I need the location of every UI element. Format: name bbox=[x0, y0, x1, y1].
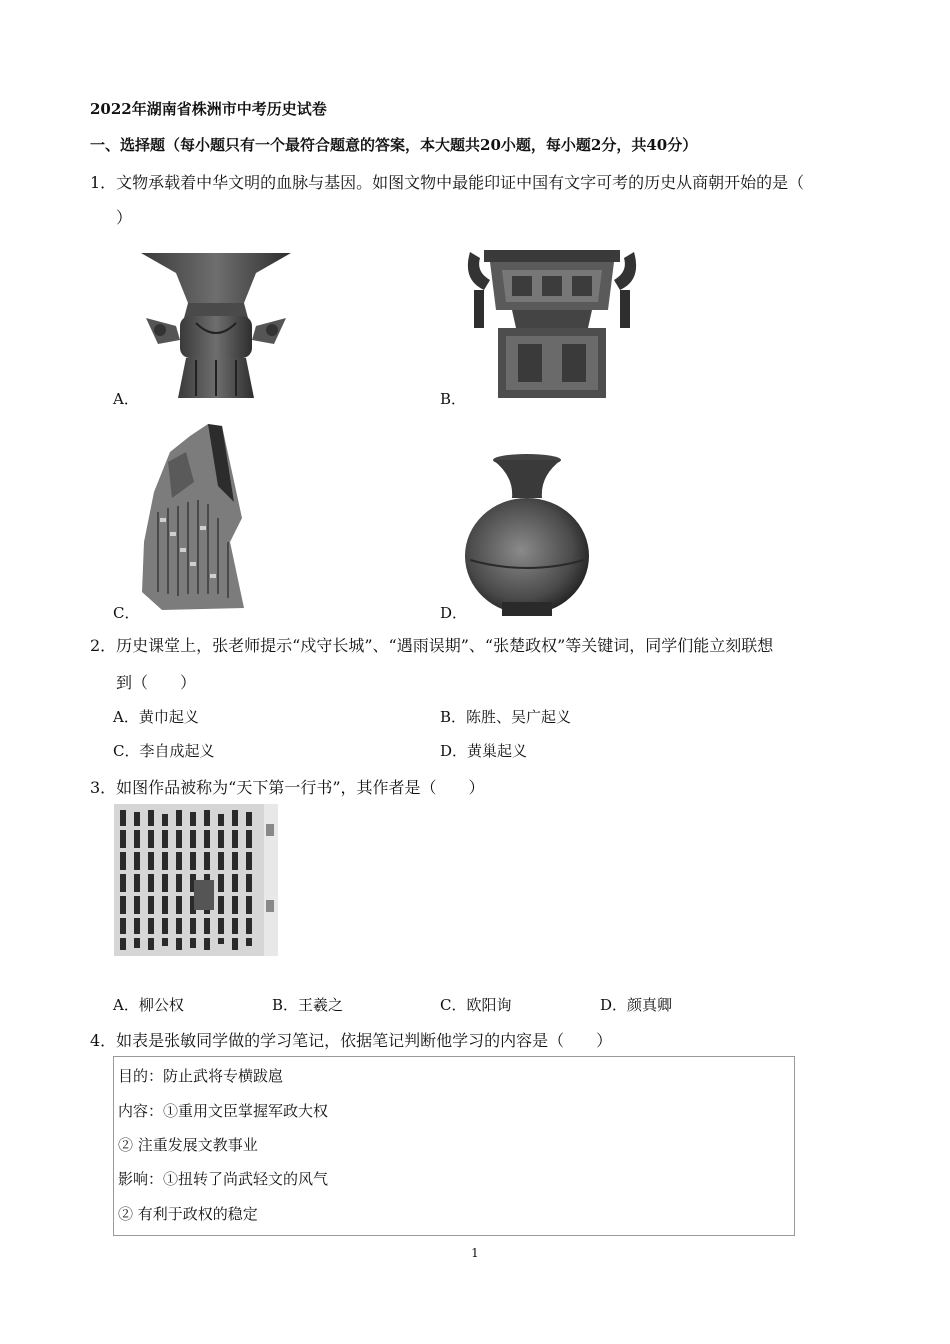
q2-option-b: B．陈胜、吴广起义 bbox=[440, 708, 572, 726]
q1-option-a-label: A． bbox=[113, 390, 139, 408]
q3-option-d: D．颜真卿 bbox=[600, 996, 673, 1014]
q1-option-c-image bbox=[138, 422, 246, 612]
q1-option-d-image bbox=[462, 452, 592, 618]
q1-option-d-label: D． bbox=[440, 604, 468, 622]
q3-calligraphy-image bbox=[114, 804, 278, 956]
q2-stem-line2: 到（ ） bbox=[116, 673, 197, 692]
q3-option-b: B．王羲之 bbox=[272, 996, 344, 1014]
q3-option-c: C．欧阳询 bbox=[440, 996, 512, 1014]
section-heading: 一、选择题（每小题只有一个最符合题意的答案，本大题共20小题，每小题2分，共40分） bbox=[90, 136, 698, 154]
page-number: 1 bbox=[471, 1246, 479, 1260]
q1-option-a-image bbox=[136, 248, 296, 400]
q4-note-line: 影响：①扭转了尚武轻文的风气 bbox=[118, 1170, 329, 1188]
q1-stem-line1: 1．文物承载着中华文明的血脉与基因。如图文物中最能印证中国有文字可考的历史从商朝开始的是（ bbox=[90, 173, 805, 192]
q4-note-line: ② 有利于政权的稳定 bbox=[118, 1205, 258, 1223]
q4-stem: 4．如表是张敏同学做的学习笔记，依据笔记判断他学习的内容是（ ） bbox=[90, 1031, 613, 1050]
q3-stem: 3．如图作品被称为“天下第一行书”，其作者是（ ） bbox=[90, 778, 485, 797]
q2-stem-line1: 2．历史课堂上，张老师提示“戍守长城”、“遇雨误期”、“张楚政权”等关键词，同学们能立刻联想 bbox=[90, 636, 774, 655]
q4-note-line: 内容：①重用文臣掌握军政大权 bbox=[118, 1102, 329, 1120]
q2-option-d: D．黄巢起义 bbox=[440, 742, 528, 760]
q3-option-a: A．柳公权 bbox=[113, 996, 184, 1014]
q4-note-line: 目的：防止武将专横跋扈 bbox=[118, 1067, 284, 1085]
paper-title: 2022年湖南省株洲市中考历史试卷 bbox=[90, 100, 327, 118]
q4-study-notes-table bbox=[113, 1056, 795, 1236]
q1-stem-line2: ） bbox=[116, 208, 133, 227]
q1-option-b-image bbox=[462, 240, 642, 400]
q4-note-line: ② 注重发展文教事业 bbox=[118, 1136, 258, 1154]
q2-option-c: C．李自成起义 bbox=[113, 742, 215, 760]
q1-option-c-label: C． bbox=[113, 604, 140, 622]
q2-option-a: A．黄巾起义 bbox=[113, 708, 199, 726]
q1-option-b-label: B． bbox=[440, 390, 467, 408]
